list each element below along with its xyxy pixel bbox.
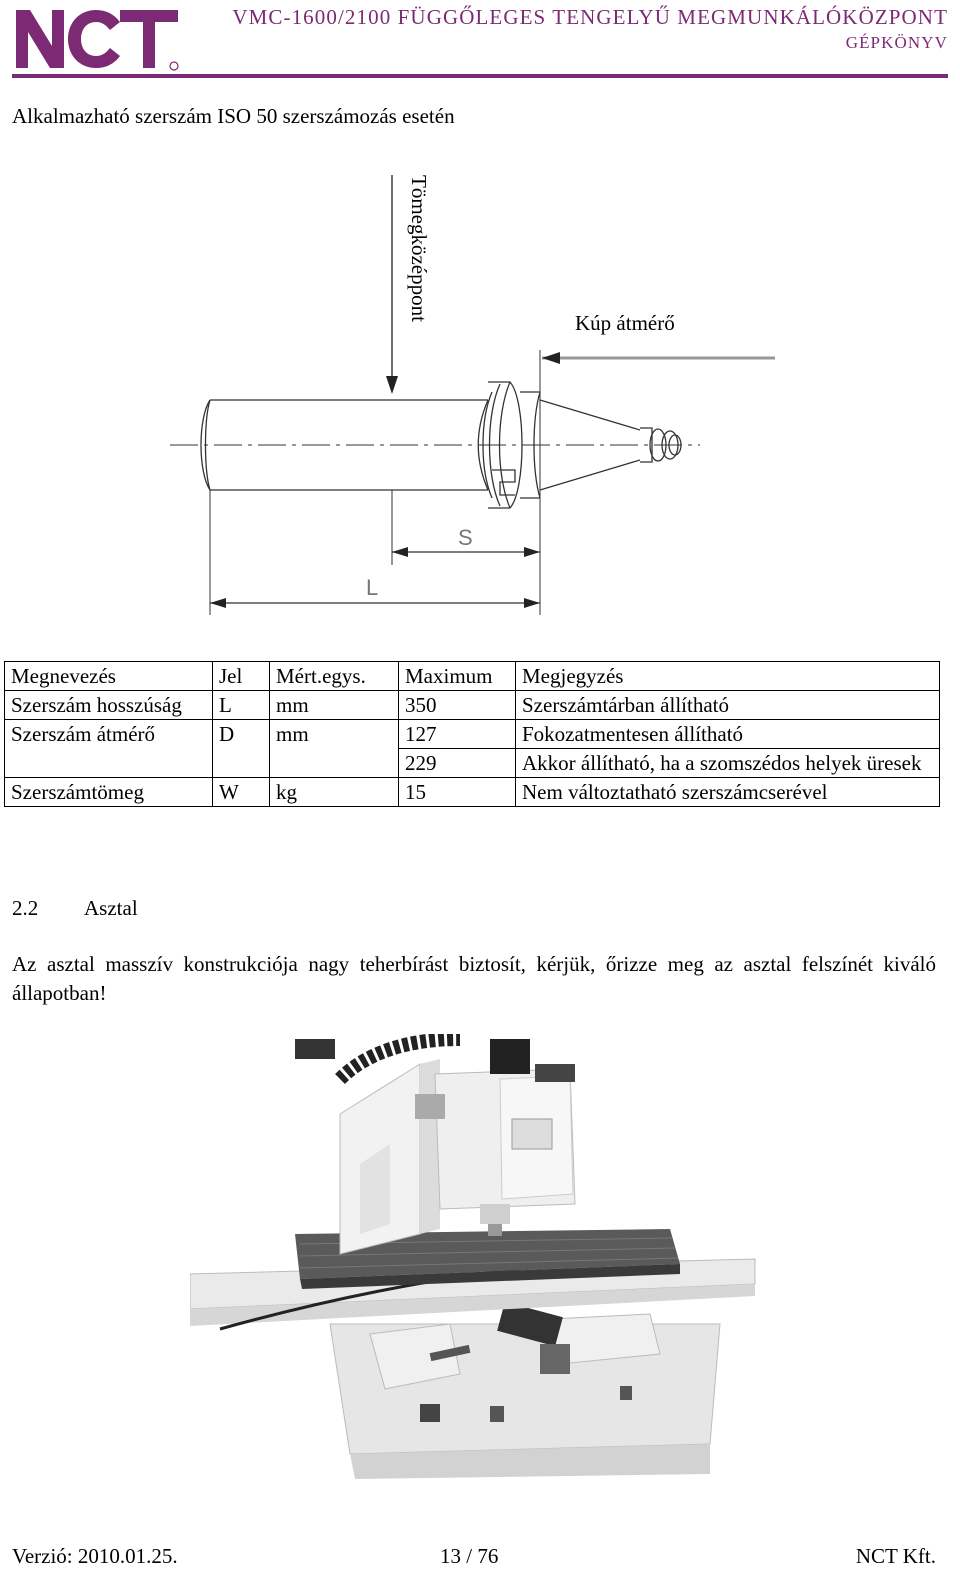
figure-caption: Alkalmazható szerszám ISO 50 szerszámozás esetén bbox=[12, 104, 455, 128]
table-cell: Akkor állítható, ha a szomszédos helyek üresek bbox=[516, 749, 940, 778]
table-cell: 229 bbox=[399, 749, 516, 778]
label-center-of-mass: Tömegközéppont bbox=[407, 175, 431, 322]
table-cell: Fokozatmentesen állítható bbox=[516, 720, 940, 749]
table-row bbox=[5, 778, 940, 807]
header-title-line2: GÉPKÖNYV bbox=[845, 33, 948, 52]
section-heading bbox=[12, 894, 138, 922]
table-header-cell: Mért.egys. bbox=[270, 662, 399, 691]
table-header-cell: Jel bbox=[213, 662, 270, 691]
table-cell: 15 bbox=[399, 778, 516, 807]
tool-spec-table bbox=[4, 661, 940, 807]
table-header-row bbox=[5, 662, 940, 691]
nct-logo bbox=[12, 4, 182, 74]
table-row bbox=[5, 720, 940, 749]
table-row bbox=[5, 691, 940, 720]
table-cell: Szerszám hosszúság bbox=[5, 691, 213, 720]
label-cone-diameter: Kúp átmérő bbox=[575, 311, 675, 335]
table-cell: L bbox=[213, 691, 270, 720]
table-cell: mm bbox=[270, 720, 399, 778]
table-header-cell: Megjegyzés bbox=[516, 662, 940, 691]
page-header bbox=[0, 0, 960, 82]
machine-photo bbox=[190, 1034, 760, 1479]
header-title-line1: VMC-1600/2100 FÜGGŐLEGES TENGELYŰ MEGMUNKÁLÓKÖZPONT bbox=[232, 5, 948, 29]
table-cell: Szerszámtömeg bbox=[5, 778, 213, 807]
section-number: 2.2 bbox=[12, 896, 39, 920]
table-header-cell: Megnevezés bbox=[5, 662, 213, 691]
table-cell: D bbox=[213, 720, 270, 778]
page-footer bbox=[12, 1544, 936, 1574]
header-title bbox=[232, 4, 948, 56]
table-cell: Nem változtatható szerszámcserével bbox=[516, 778, 940, 807]
label-l: L bbox=[366, 575, 379, 600]
header-rule bbox=[12, 74, 948, 78]
table-cell: Szerszámtárban állítható bbox=[516, 691, 940, 720]
table-cell: 127 bbox=[399, 720, 516, 749]
section-title: Asztal bbox=[84, 896, 138, 920]
section-body: Az asztal masszív konstrukciója nagy teherbírást biztosít, kérjük, őrizze meg az asztal felszínét kiváló állapotban! bbox=[12, 952, 936, 1005]
tool-drawing bbox=[170, 170, 790, 625]
table-cell: Szerszám átmérő bbox=[5, 720, 213, 778]
footer-company: NCT Kft. bbox=[855, 1544, 936, 1568]
table-header-cell: Maximum bbox=[399, 662, 516, 691]
table-cell: mm bbox=[270, 691, 399, 720]
footer-page-number: 13 / 76 bbox=[440, 1544, 499, 1568]
label-s: S bbox=[458, 525, 473, 550]
table-cell: kg bbox=[270, 778, 399, 807]
table-cell: 350 bbox=[399, 691, 516, 720]
footer-version: Verzió: 2010.01.25. bbox=[12, 1544, 178, 1568]
table-cell: W bbox=[213, 778, 270, 807]
